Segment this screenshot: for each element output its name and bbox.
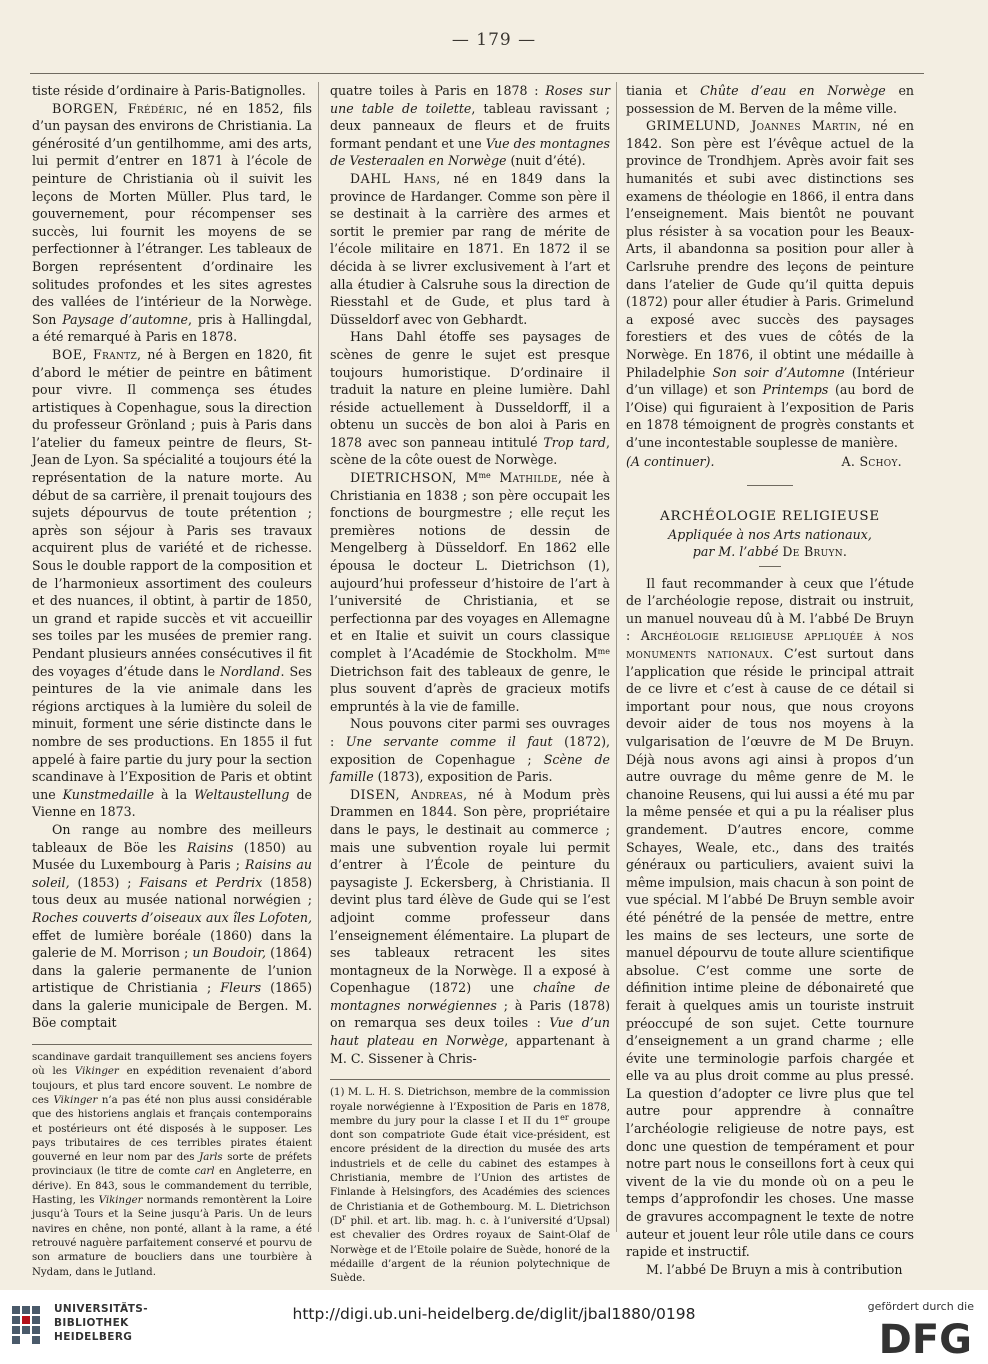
section-rule [747, 485, 793, 486]
entry-borgen: BORGEN, Frédéric, né en 1852, fils d’un paysan des environs de Christiania. La générosité d’un gentilhomme, ami des arts, lui permit d’entrer en 1871 à l’école de peinture de Christiania où il suivit les leçons de Morten Müller. Plus tard, le gouvernement, pour récompenser ses succès, lui fournit les moyens de se perfectionner à l’étranger. Les tableaux de Borgen représentent d’ordinaire les solitudes profondes et les sites agrestes des vallées de l’intérieur de la Norwège. Son Paysage d’automne, pris à Hallingdal, a été remarqué à Paris en 1878. [32, 100, 312, 345]
column-separator [616, 82, 617, 1232]
paragraph: tiste réside d’ordinaire à Paris-Batignolles. [32, 83, 306, 98]
dfg-logo-icon [862, 1317, 974, 1363]
column-3 [626, 82, 915, 1277]
footer-bar [0, 1290, 988, 1364]
section-byline: par M. l’abbé De Bruyn. [692, 543, 848, 559]
paragraph: tiania et Chûte d’eau en Norwège en possession de M. Berven de la même ville. [626, 83, 915, 116]
paragraph: M. l’abbé De Bruyn a mis à contribution [646, 1261, 903, 1277]
footnote: (1) M. L. H. S. Dietrichson, membre de la commission royale norwégienne à l’Exposition de Paris en 1878, membre du jury pour la classe I et II du 1er groupe dont son compatriote Gude était vice-président, est encore président de la direction du musée des arts industriels et de celle du cabinet des estampes à Christiania, membre de l’Union des artistes de Finlande à Helsingfors, des Académies des sciences de Christiania et de Gothembourg. M. L. Dietrichson ($D^r$ phil. et art. lib. mag. h. c. à l’université d’Upsal) est chevalier des Ordres royaux de Saint-Olaf de Norwège et de l’Etoile polaire de Suède, honoré de la médaille d’argent de la réunion polytechnique de Suède. [330, 1087, 611, 1285]
paragraph: quatre toiles à Paris en 1878 : Roses sur une table de toilette, tableau ravissant ; deux panneaux de fleurs et de fruits formant pendant et une Vue des montagnes de Vesteraalen en Norwège (nuit d’été). [330, 83, 610, 169]
to-be-continued: (A continuer). [626, 454, 715, 470]
continuation-line [626, 453, 914, 471]
paragraph: Hans Dahl étoffe ses paysages de scènes de genre le sujet est presque toujours humoristique. D’ordinaire il traduit la nature en pleine lumière. Dahl réside actuellement à Dusseldorff, il a obtenu un succès de bon aloi à Paris en 1878 avec son panneau intitulé Trop tard, scène de la côte ouest de Norwège. [330, 329, 610, 468]
entry-grimelund: GRIMELUND, Joannes Martin, né en 1842. Son père est l’évêque actuel de la province de Trondhjem. Après avoir fait ses humanités et subi avec distinctions ses examens de théologie en 1866, il entra dans l’enseignement. Mais bientôt ne pouvant plus résister à sa vocation pour les Beaux-Arts, il abandonna sa position pour aller à Carlsruhe prendre des leçons de peinture dans l’atelier de Gude qu’il quitta depuis (1872) pour aller étudier à Paris. Grimelund a exposé avec succès des paysages forestiers et des vues de côtés de la Norwège. En 1876, il obtint une médaille à Philadelphie Son soir d’Automne (Intérieur d’un village) et son Printemps (au bord de l’Oise) qui figuraient à l’exposition de Paris en 1878 témoignent de progrès constants et d’une incontestable souplesse de manière. [626, 118, 914, 450]
entry-boe: BOE, Frantz, né à Bergen en 1820, fit d’abord le métier de peintre en bâtiment pour vivre. Il commença ses études artistiques à Copenhague, sous la direction du professeur Grönland ; puis à Paris dans l’atelier du fameux peintre de fleurs, St-Jean de Lyon. Sa spécialité a toujours été la représentation de la nature morte. Au début de sa carrière, il prenait toujours des sujets dépourvus de toute prétention ; après son séjour à Paris ses travaux acquirent plus de variété et de richesse. Sous le double rapport de la composition et de l’harmonieux assortiment des couleurs et des nuances, il obtint, à partir de 1850, un grand et rapide succès et vit accueillir ses toiles par les musées de premier rang. Pendant plusieurs années consécutives il fit des voyages d’étude dans le Nordland. Ses peintures de la vie animale dans les régions arctiques à la lumière du soleil de minuit, forment une série distincte dans le nombre de ses productions. En 1855 il fut appelé à faire partie du jury pour la section scandinave à l’Exposition de Paris et obtint une Kunstmedaille à la Weltaustellung de Vienne en 1873. [32, 346, 312, 820]
paragraph: Nous pouvons citer parmi ses ouvrages : Une servante comme il faut (1872), exposition de Copenhague ; Scène de famille (1873), exposition de Paris. [330, 716, 610, 785]
section-subtitle: Appliquée à nos Arts nationaux, [668, 526, 872, 542]
column-separator [318, 82, 319, 1232]
paragraph-boe-works: On range au nombre des meilleurs tableaux de Böe les Raisins (1850) au Musée du Luxembourg à Paris ; Raisins au soleil, (1853) ; Faisans et Perdrix (1858) tous deux au musée national norwégien ; Roches couverts d’oiseaux aux îles Lofoten, effet de lumière boréale (1860) dans la galerie de M. Morrison ; un Boudoir, (1864) dans la galerie permanente de l’union artistique de Christiania ; Fleurs (1865) dans la galerie municipale de Bergen. M. Böe comptait [32, 821, 312, 1031]
section-title: ARCHÉOLOGIE RELIGIEUSE [660, 509, 880, 525]
footnote-rule [32, 1044, 312, 1045]
source-url-link[interactable]: http://digi.ub.uni-heidelberg.de/diglit/jbal1880/0198 [292, 1305, 696, 1323]
entry-dahl: DAHL Hans, né en 1849 dans la province de Hardanger. Comme son père il se destinait à la carrière des armes et sortit le premier par rang de mérite de l’école militaire en 1871. En 1872 il se décida à se livrer exclusivement à l’art et alla étudier à Calsruhe sous la direction de Riesstahl et de Gude, et plus tard à Düsseldorf avec von Gebhardt. [330, 170, 610, 327]
page-number: — 179 — [451, 30, 537, 50]
footnote-rule [330, 1079, 610, 1080]
library-name: UNIVERSITÄTS- BIBLIOTHEK HEIDELBERG [54, 1303, 149, 1343]
entry-dietrichson: DIETRICHSON, $M^{me}$ Mathilde, née à Christiania en 1838 ; son père occupait les fonctions de bourgmestre ; elle reçut les premières notions de dessin de Mengelberg à Düsseldorf. En 1862 elle épousa le docteur L. Dietrichson (1), aujourd’hui professeur d’histoire de l’art à l’université de Christiania, et se perfectionna par des voyages en Allemagne et en Italie et suivit un cours classique complet à l’Académie de Stockholm. $M^{me}$ Dietrichson fait des tableaux de genre, le plus souvent d’après de gracieux motifs empruntés à la vie de famille. [330, 470, 610, 714]
entry-disen: DISEN, Andreas, né à Modum près Drammen en 1844. Son père, propriétaire dans le pays, le destinait au commerce ; mais une subvention royale lui permit d’entrer à l’École de peinture du paysagiste J. Eckersberg, à Christiania. Il devint plus tard élève de Gude qui se l’est adjoint comme professeur dans l’enseignement élémentaire. La plupart de ses tableaux retracent les sites montagneux de la Norwège. Il a exposé à Copenhague (1872) une chaîne de montagnes norwégiennes ; à Paris (1878) on remarqua ses deux toiles : Vue d’un haut plateau en Norwège, appartenant à M. C. Sissener à Chris- [330, 786, 611, 1066]
author-signature: A. Schoy. [841, 454, 902, 470]
column-1 [32, 82, 312, 1278]
header-rule [30, 73, 924, 74]
paragraph-archeologie: Il faut recommander à ceux que l’étude de l’archéologie repose, distrait ou instruit, un manuel nouveau dû à M. l’abbé De Bruyn : Archéologie religieuse appliquée à nos monuments nationaux. C’est surtout dans l’application que réside le principal attrait de ce livre et c’est à cause de ce détail si important pour nous, que nous croyons devoir aider de tous nos moyens à la vulgarisation de l’œuvre de M De Bruyn. Déjà nous avons agi ainsi à propos d’un autre ouvrage du même genre de M. le chanoine Reusens, qui lui aussi a été mu par la même pensée et qui a pu la réaliser plus grandement. D’autres encore, comme Schayes, Weale, etc., dans des traités généraux ou particuliers, avaient suivi la même impulsion, mais chacun à son point de vue spécial. M l’abbé De Bruyn semble avoir été pénétré de la pensée de mettre, entre les mains de ses lecteurs, une sorte de manuel dépourvu de toute allure scientifique absolue. C’est comme une sorte de définition intime pleine de débonaireté que ferait à quelques amis un touriste instruit préoccupé de son sujet. Cette tournure d’enseignement a un grand charme ; elle évite une terminologie parfois chargée et elle va au plus droit comme au plus pressé. La question d’adopter ce livre plus que tel autre pour apprendre à connaître l’archéologie religieuse de notre pays, est donc une question de tempérament et pour notre part nous le conseillons fort à ceux qui vivent de la vie du monde où on a peu le temps d’approfondir les choses. Une masse de gravures accompagnent le texte de notre auteur et jouent leur rôle utile dans ce cours rapide et instructif. [626, 575, 914, 1260]
sponsor-label: gefördert durch die [867, 1300, 974, 1313]
section-rule [759, 566, 781, 567]
dfg-logo-text: DFG [878, 1317, 972, 1363]
footnote: scandinave gardait tranquillement ses anciens foyers où les Vikinger en expédition revenaient d’abord toujours, et plus tard encore souvent. Le nombre de ces Vikinger n’a pas été non plus aussi considérable que des historiens anglais et français contemporains et postérieurs ont été disposés à le supposer. Les pays tributaires de ces terribles pirates étaient gouverné en leur nom par des Jarls sorte de préfets provinciaux (le titre de comte carl en Angleterre, en dérive). En 843, sous le commandement du terrible, Hasting, les Vikinger normands remontèrent la Loire jusqu’à Tours et la Seine jusqu’à Paris. Un de leurs navires en chêne, non ponté, allant à la rame, a été retrouvé naguère parfaitement conservé et pourvu de son armature de boucliers dans une tourbière à Nydam, dans le Jutland. [32, 1052, 312, 1278]
column-2 [330, 82, 611, 1285]
